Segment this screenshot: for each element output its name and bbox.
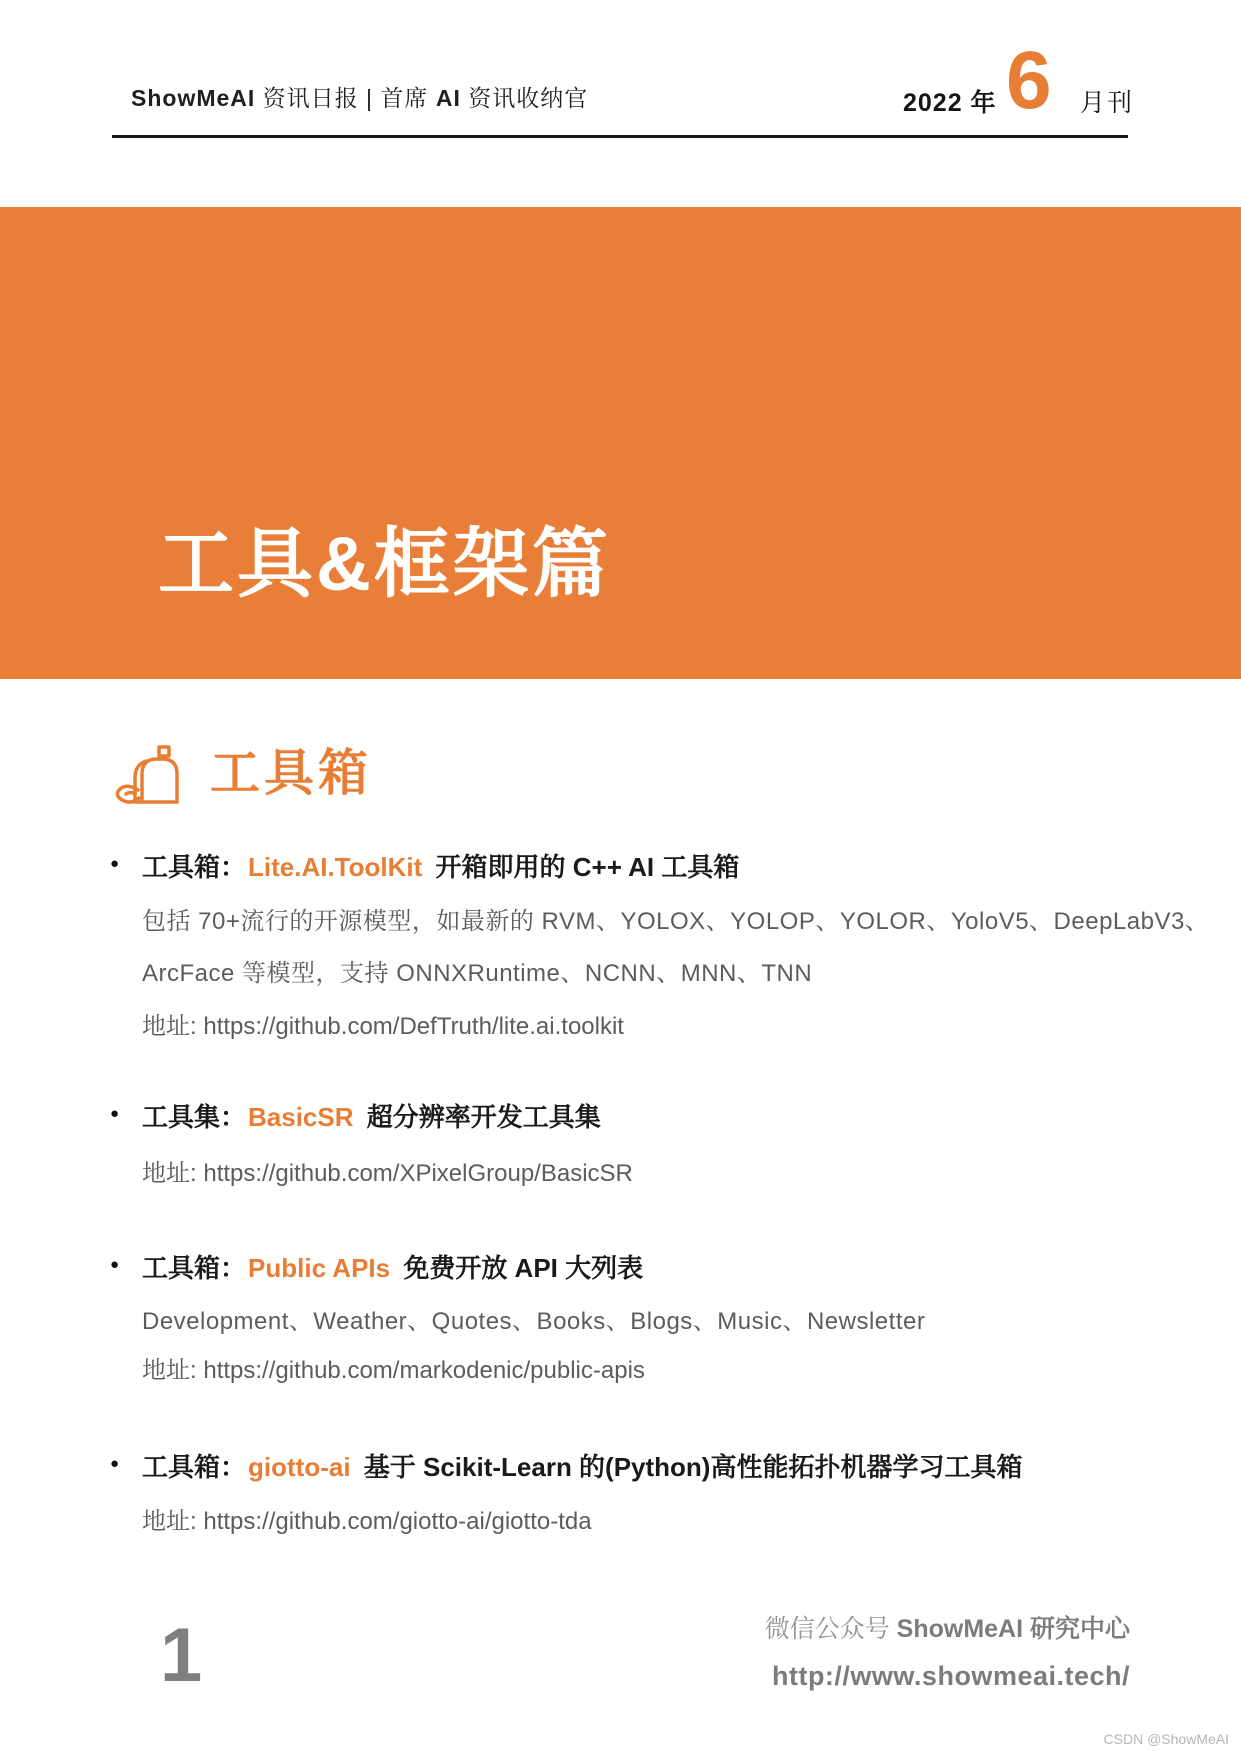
wechat-account-name: ShowMeAI 研究中心 (896, 1615, 1130, 1643)
list-item-heading (110, 1252, 644, 1285)
item-description-line: ArcFace 等模型，支持 ONNXRuntime、NCNN、MNN、TNN (142, 960, 813, 987)
bullet-icon: ● (110, 1455, 120, 1472)
footer-wechat (765, 1614, 1130, 1645)
item-address (142, 1507, 592, 1537)
address-url[interactable]: https://github.com/markodenic/public-apis (203, 1357, 645, 1384)
header-title-tail: 资讯收纳官 (460, 85, 589, 111)
footer-site-url[interactable]: http://www.showmeai.tech/ (771, 1661, 1130, 1691)
section-banner (0, 207, 1241, 745)
item-description-line: 包括 70+流行的开源模型，如最新的 RVM、YOLOX、YOLOP、YOLOR、YoloV5、DeepLabV3、 (142, 908, 1210, 935)
item-address (142, 1356, 645, 1386)
item-tool-name: Public APIs (248, 1253, 391, 1283)
bullet-icon: ● (110, 855, 120, 872)
address-label: 地址: (142, 1357, 204, 1384)
item-tool-name: BasicSR (248, 1102, 354, 1132)
list-item-heading (110, 851, 740, 884)
banner-subtitle: Part 01 (155, 669, 396, 745)
header-title (131, 84, 588, 113)
item-address (142, 1012, 624, 1042)
address-url[interactable]: https://github.com/giotto-ai/giotto-tda (203, 1508, 592, 1535)
address-url[interactable]: https://github.com/XPixelGroup/BasicSR (203, 1160, 633, 1187)
item-title-rest: 开箱即用的 C++ AI 工具箱 (428, 852, 740, 882)
address-label: 地址: (142, 1508, 204, 1535)
issue-year: 2022 年 (903, 89, 997, 117)
issue-month-number: 6 (1006, 35, 1052, 126)
header-title-mid: 资讯日报 | 首席 (255, 85, 436, 111)
item-category: 工具箱： (142, 852, 247, 882)
banner-title: 工具&框架篇 (158, 522, 611, 607)
item-category: 工具箱： (142, 1452, 247, 1482)
brand-name: ShowMeAI (131, 85, 256, 111)
address-label: 地址: (142, 1160, 204, 1187)
item-tool-name: Lite.AI.ToolKit (248, 852, 423, 882)
item-category: 工具箱： (142, 1253, 247, 1283)
issue-month-label: 月刊 (1080, 89, 1135, 117)
csdn-watermark: CSDN @ShowMeAI (1103, 1731, 1229, 1747)
item-address (142, 1159, 633, 1189)
section-title: 工具箱 (210, 745, 372, 801)
page-number: 1 (160, 1613, 203, 1698)
item-title-rest: 基于 Scikit-Learn 的(Python)高性能拓扑机器学习工具箱 (356, 1452, 1023, 1482)
address-url[interactable]: https://github.com/DefTruth/lite.ai.toolkit (203, 1013, 624, 1040)
bullet-icon: ● (110, 1256, 120, 1273)
item-description-line: Development、Weather、Quotes、Books、Blogs、Music、Newsletter (142, 1308, 926, 1335)
header-divider (112, 135, 1128, 138)
item-tool-name: giotto-ai (248, 1452, 351, 1482)
address-label: 地址: (142, 1013, 204, 1040)
header-title-ai: AI (435, 85, 461, 111)
list-item-heading (110, 1451, 1023, 1484)
item-title-rest: 超分辨率开发工具集 (359, 1102, 601, 1132)
list-item-heading (110, 1101, 601, 1134)
bullet-icon: ● (110, 1105, 120, 1122)
item-title-rest: 免费开放 API 大列表 (396, 1253, 644, 1283)
wechat-label: 微信公众号 (764, 1615, 897, 1643)
mailbox-hand-icon (112, 740, 188, 810)
item-category: 工具集： (142, 1102, 247, 1132)
